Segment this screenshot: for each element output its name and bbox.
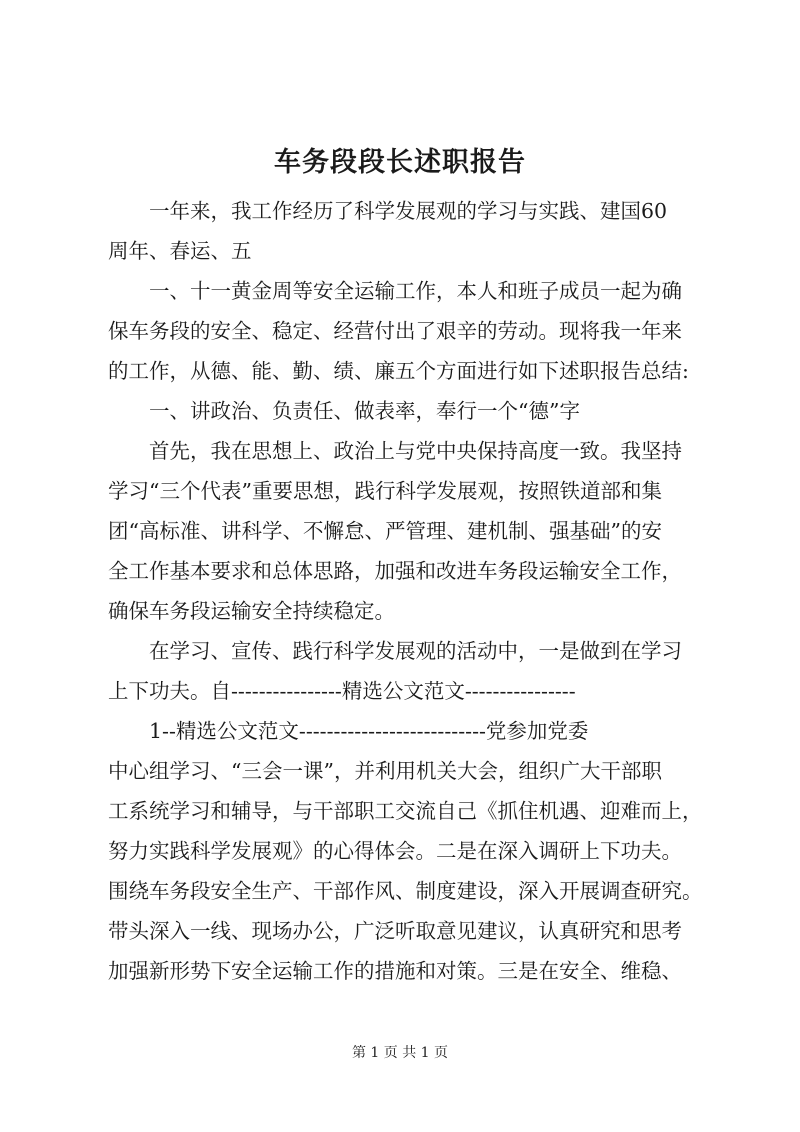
- section-heading: 一、讲政治、负责任、做表率，奉行一个“德”字: [108, 399, 580, 423]
- body-line: 确保车务段运输安全持续稳定。: [108, 599, 395, 623]
- body-line: 的工作，从德、能、勤、绩、廉五个方面进行如下述职报告总结:: [108, 359, 689, 383]
- body-line: 保车务段的安全、稳定、经营付出了艰辛的劳动。现将我一年来: [108, 319, 682, 343]
- body-line: 围绕车务段安全生产、干部作风、制度建设，深入开展调查研究。: [108, 879, 703, 903]
- body-line: 中心组学习、“三会一课”，并利用机关大会，组织广大干部职: [108, 759, 662, 783]
- body-line: 工系统学习和辅导，与干部职工交流自己《抓住机遇、迎难而上，: [108, 799, 703, 823]
- body-line: 全工作基本要求和总体思路，加强和改进车务段运输安全工作，: [108, 559, 682, 583]
- body-line: 一、十一黄金周等安全运输工作，本人和班子成员一起为确: [108, 279, 682, 303]
- body-line: 学习“三个代表”重要思想，践行科学发展观，按照铁道部和集: [108, 479, 662, 503]
- body-line: 努力实践科学发展观》的心得体会。二是在深入调研上下功夫。: [108, 839, 682, 863]
- body-line: 加强新形势下安全运输工作的措施和对策。三是在安全、维稳、: [108, 959, 682, 983]
- body-line: 团“高标准、讲科学、不懈怠、严管理、建机制、强基础”的安: [108, 519, 662, 543]
- page-footer: 第 1 页 共 1 页: [351, 1045, 449, 1061]
- body-line: 带头深入一线、现场办公，广泛听取意见建议，认真研究和思考: [108, 919, 682, 943]
- document-title: 车务段段长述职报告: [274, 147, 526, 178]
- body-line: 上下功夫。自----------------精选公文范文----------------: [108, 679, 576, 703]
- body-line: 在学习、宣传、践行科学发展观的活动中，一是做到在学习: [108, 639, 682, 663]
- body-line: 周年、春运、五: [108, 239, 252, 263]
- body-line: 首先，我在思想上、政治上与党中央保持高度一致。我坚持: [108, 439, 682, 463]
- body-line: 一年来，我工作经历了科学发展观的学习与实践、建国60: [108, 199, 668, 223]
- body-line: 1--精选公文范文---------------------------党参加党委: [108, 719, 589, 743]
